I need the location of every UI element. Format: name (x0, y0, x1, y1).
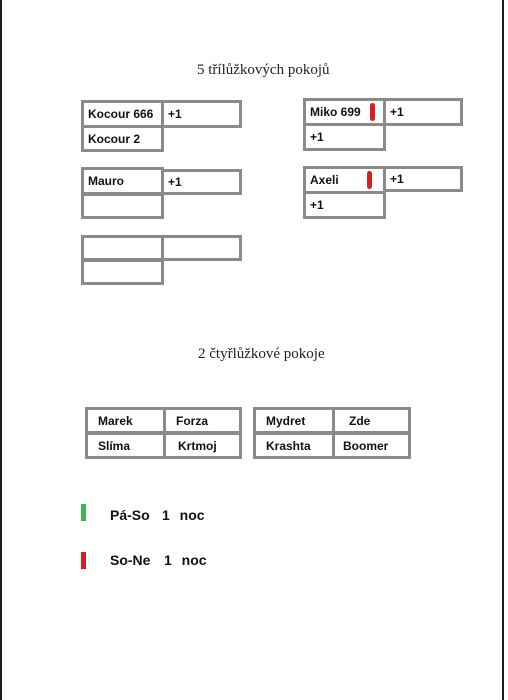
room-5-cell-1 (81, 235, 164, 261)
room-1-name-2: Kocour 2 (81, 125, 164, 152)
room-1-name-1: Kocour 666 (81, 100, 164, 128)
quad-2-cell-3: Krashta (253, 432, 335, 459)
room-3-name-1: Mauro (81, 167, 164, 195)
room-1-extra-1: +1 (161, 100, 242, 128)
room-2-extra-1: +1 (383, 98, 463, 126)
legend-red-marker (81, 552, 86, 569)
legend-green-days: Pá-So (110, 507, 150, 523)
room-2-red-marker (370, 103, 375, 121)
legend-red-days: So-Ne (110, 552, 151, 568)
room-5-cell-3 (81, 259, 164, 285)
quad-1-cell-2: Forza (163, 407, 242, 434)
room-2-name-2: +1 (303, 123, 386, 151)
room-3-name-2 (81, 193, 164, 219)
room-3-extra-1: +1 (161, 169, 242, 195)
quad-1-cell-3: Slíma (85, 432, 166, 459)
quad-1-cell-1: Marek (85, 407, 166, 434)
triple-rooms-heading: 5 třílůžkových pokojů (197, 62, 330, 78)
page-right-edge (502, 0, 504, 700)
room-4-name-1: Axeli (303, 166, 386, 194)
room-4-red-marker (367, 171, 372, 189)
legend-green-marker (81, 504, 86, 521)
quad-2-cell-1: Mydret (253, 407, 335, 434)
quad-rooms-heading: 2 čtyřlůžkové pokoje (198, 346, 325, 362)
quad-2-cell-4: Boomer (332, 432, 411, 459)
quad-1-cell-4: Krtmoj (163, 432, 242, 459)
room-2-name-1: Miko 699 (303, 98, 386, 126)
room-4-extra-1: +1 (383, 166, 463, 192)
legend-green-nights: 1 noc (162, 507, 205, 523)
page-left-edge (0, 0, 2, 700)
room-4-name-2: +1 (303, 191, 386, 219)
room-5-cell-2 (161, 235, 242, 261)
quad-2-cell-2: Zde (332, 407, 411, 434)
legend-red-nights: 1 noc (164, 552, 207, 568)
